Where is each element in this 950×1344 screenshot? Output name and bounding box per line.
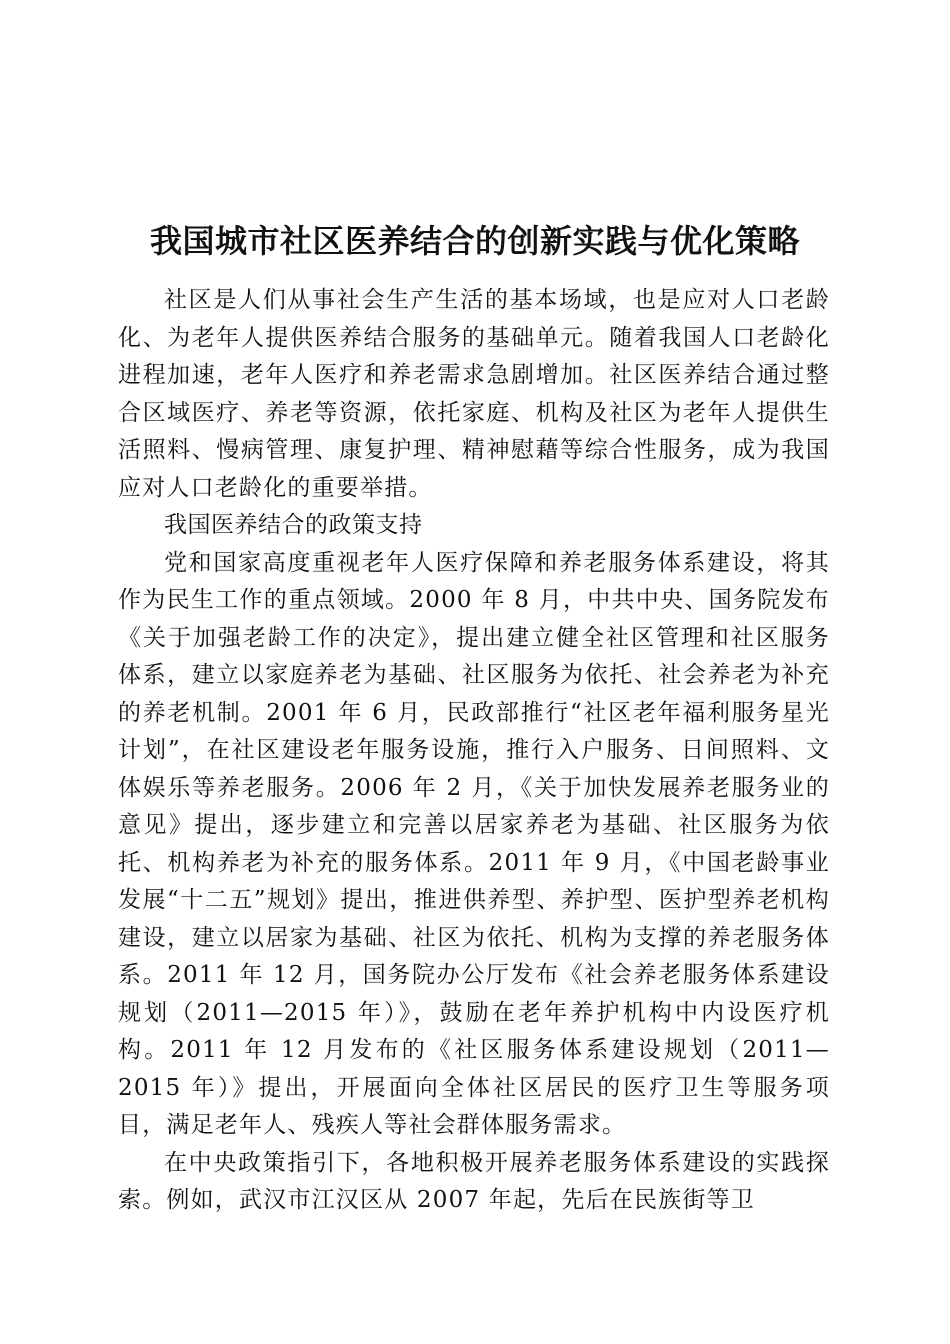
document-title: 我国城市社区医养结合的创新实践与优化策略 [149,222,800,261]
policy-paragraph: 党和国家高度重视老年人医疗保障和养老服务体系建设，将其作为民生工作的重点领域。2000 年 8 月，中共中央、国务院发布《关于加强老龄工作的决定》，提出建立健全社区管理和社区服务体系，建立以家庭养老为基础、社区服务为依托、社会养老为补充的养老机制。2001 年 6 月，民政部推行“社区老年福利服务星光计划”，在社区建设老年服务设施，推行入户服务、日间照料、文体娱乐等养老服务。2006 年 2 月，《关于加快发展养老服务业的意见》提出，逐步建立和完善以居家养老为基础、社区服务为依托、机构养老为补充的服务体系。2011 年 9 月，《中国老龄事业发展“十二五”规划》提出，推进供养型、养护型、医护型养老机构建设，建立以居家为基础、社区为依托、机构为支撑的养老服务体系。2011 年 12 月，国务院办公厅发布《社会养老服务体系建设规划（2011—2015 年）》，鼓励在老年养护机构中内设医疗机构。2011 年 12 月发布的《社区服务体系建设规划（2011—2015 年）》提出，开展面向全体社区居民的医疗卫生等服务项目，满足老年人、残疾人等社会群体服务需求。 [118,549,830,1138]
document-body [118,282,830,1220]
practice-paragraph: 在中央政策指引下，各地积极开展养老服务体系建设的实践探索。例如，武汉市江汉区从 2007 年起，先后在民族街等卫 [118,1149,830,1213]
section-heading-policy-support: 我国医养结合的政策支持 [164,512,423,538]
intro-paragraph: 社区是人们从事社会生产生活的基本场域，也是应对人口老龄化、为老年人提供医养结合服务的基础单元。随着我国人口老龄化进程加速，老年人医疗和养老需求急剧增加。社区医养结合通过整合区域医疗、养老等资源，依托家庭、机构及社区为老年人提供生活照料、慢病管理、康复护理、精神慰藉等综合性服务，成为我国应对人口老龄化的重要举措。 [118,287,830,501]
